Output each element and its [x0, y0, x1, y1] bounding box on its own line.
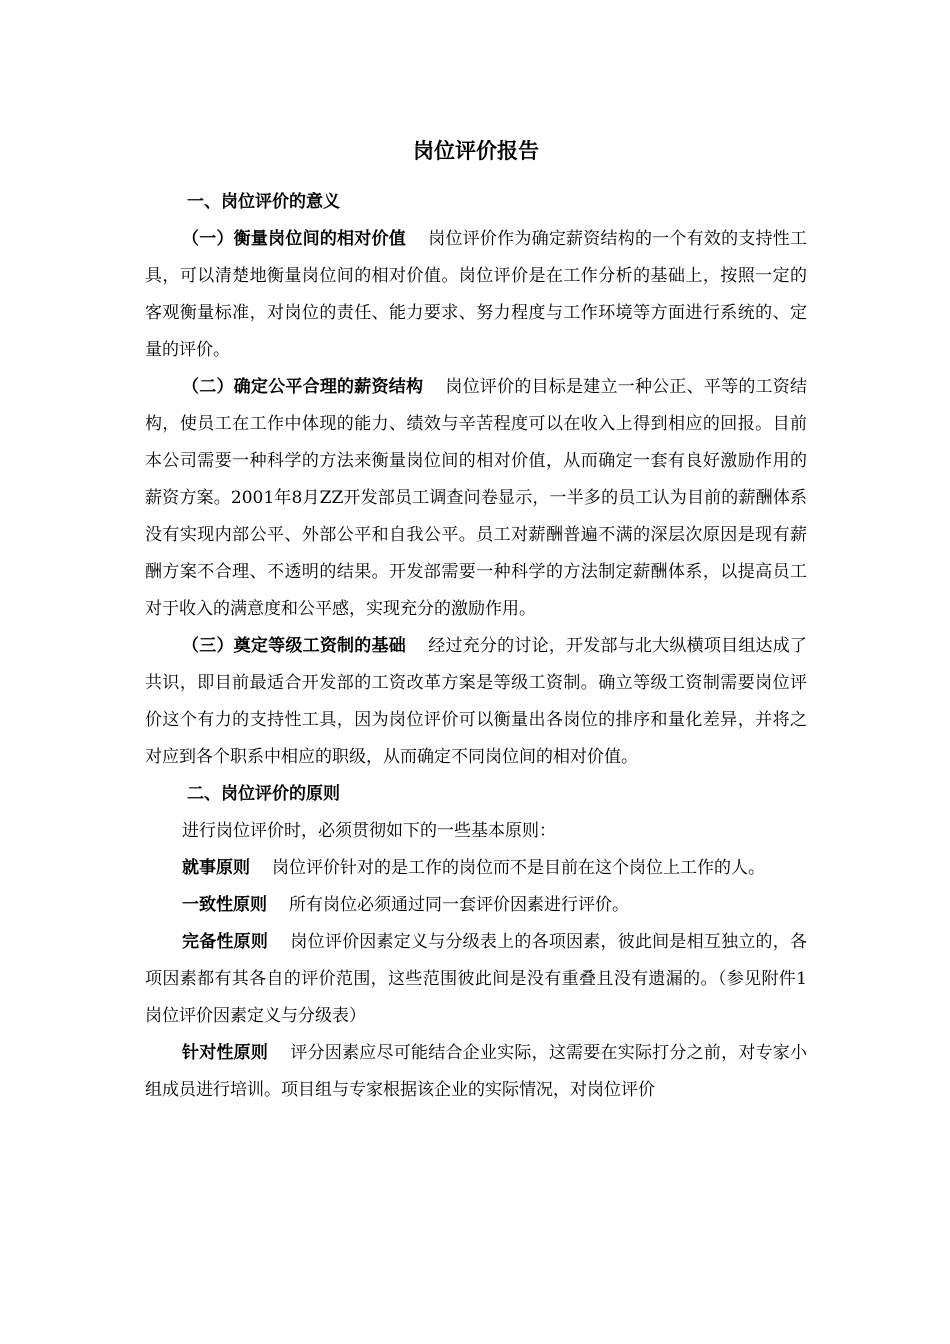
principle-text: 所有岗位必须通过同一套评价因素进行评价。: [289, 895, 629, 915]
principle-text: 岗位评价因素定义与分级表上的各项因素，彼此间是相互独立的，各项因素都有其各自的评价范围，这些范围彼此间是没有重叠且没有遗漏的。（参见附件1 岗位评价因素定义与分级表）: [145, 932, 808, 1026]
principle-paragraph-2: [145, 887, 807, 924]
section-1-paragraph-1: [145, 221, 807, 369]
paragraph-lead: （一）衡量岗位间的相对价值: [182, 229, 406, 249]
principle-paragraph-1: [145, 850, 807, 887]
section-1-paragraph-3: [145, 628, 807, 776]
paragraph-lead: （二）确定公平合理的薪资结构: [182, 377, 424, 397]
principle-text: 评分因素应尽可能结合企业实际，这需要在实际打分之前，对专家小组成员进行培训。项目组与专家根据该企业的实际情况，对岗位评价: [145, 1043, 808, 1100]
principle-lead: 针对性原则: [182, 1043, 269, 1063]
paragraph-lead: （三）奠定等级工资制的基础: [182, 636, 406, 656]
section-1-paragraph-2: [145, 369, 807, 628]
section-1-heading: 一、岗位评价的意义: [187, 192, 340, 212]
principle-lead: 一致性原则: [182, 895, 267, 915]
document-title: 岗位评价报告: [413, 139, 539, 163]
principle-lead: 就事原则: [182, 858, 250, 878]
principle-paragraph-4: [145, 1035, 807, 1109]
principle-text: 岗位评价针对的是工作的岗位而不是目前在这个岗位上工作的人。: [272, 858, 765, 878]
section-2-heading: 二、岗位评价的原则: [187, 784, 340, 804]
paragraph-text: 岗位评价作为确定薪资结构的一个有效的支持性工具，可以清楚地衡量岗位间的相对价值。岗位评价是在工作分析的基础上，按照一定的客观衡量标准，对岗位的责任、能力要求、努力程度与工作环境等方面进行系统的、定量的评价。: [145, 229, 808, 360]
section-2-intro: 进行岗位评价时，必须贯彻如下的一些基本原则：: [182, 821, 556, 841]
paragraph-text: 经过充分的讨论，开发部与北大纵横项目组达成了共识，即目前最适合开发部的工资改革方案是等级工资制。确立等级工资制需要岗位评价这个有力的支持性工具，因为岗位评价可以衡量出各岗位的排序和量化差异，并将之对应到各个职系中相应的职级，从而确定不同岗位间的相对价值。: [145, 636, 808, 767]
paragraph-text: 岗位评价的目标是建立一种公正、平等的工资结构，使员工在工作中体现的能力、绩效与辛苦程度可以在收入上得到相应的回报。目前本公司需要一种科学的方法来衡量岗位间的相对价值，从而确定一套有良好激励作用的薪资方案。2001年8月ZZ开发部员工调查问卷显示，一半多的员工认为目前的薪酬体系没有实现内部公平、外部公平和自我公平。员工对薪酬普遍不满的深层次原因是现有薪酬方案不合理、不透明的结果。开发部需要一种科学的方法制定薪酬体系，以提高员工对于收入的满意度和公平感，实现充分的激励作用。: [145, 377, 808, 619]
principle-lead: 完备性原则: [182, 932, 269, 952]
principle-paragraph-3: [145, 924, 807, 1035]
